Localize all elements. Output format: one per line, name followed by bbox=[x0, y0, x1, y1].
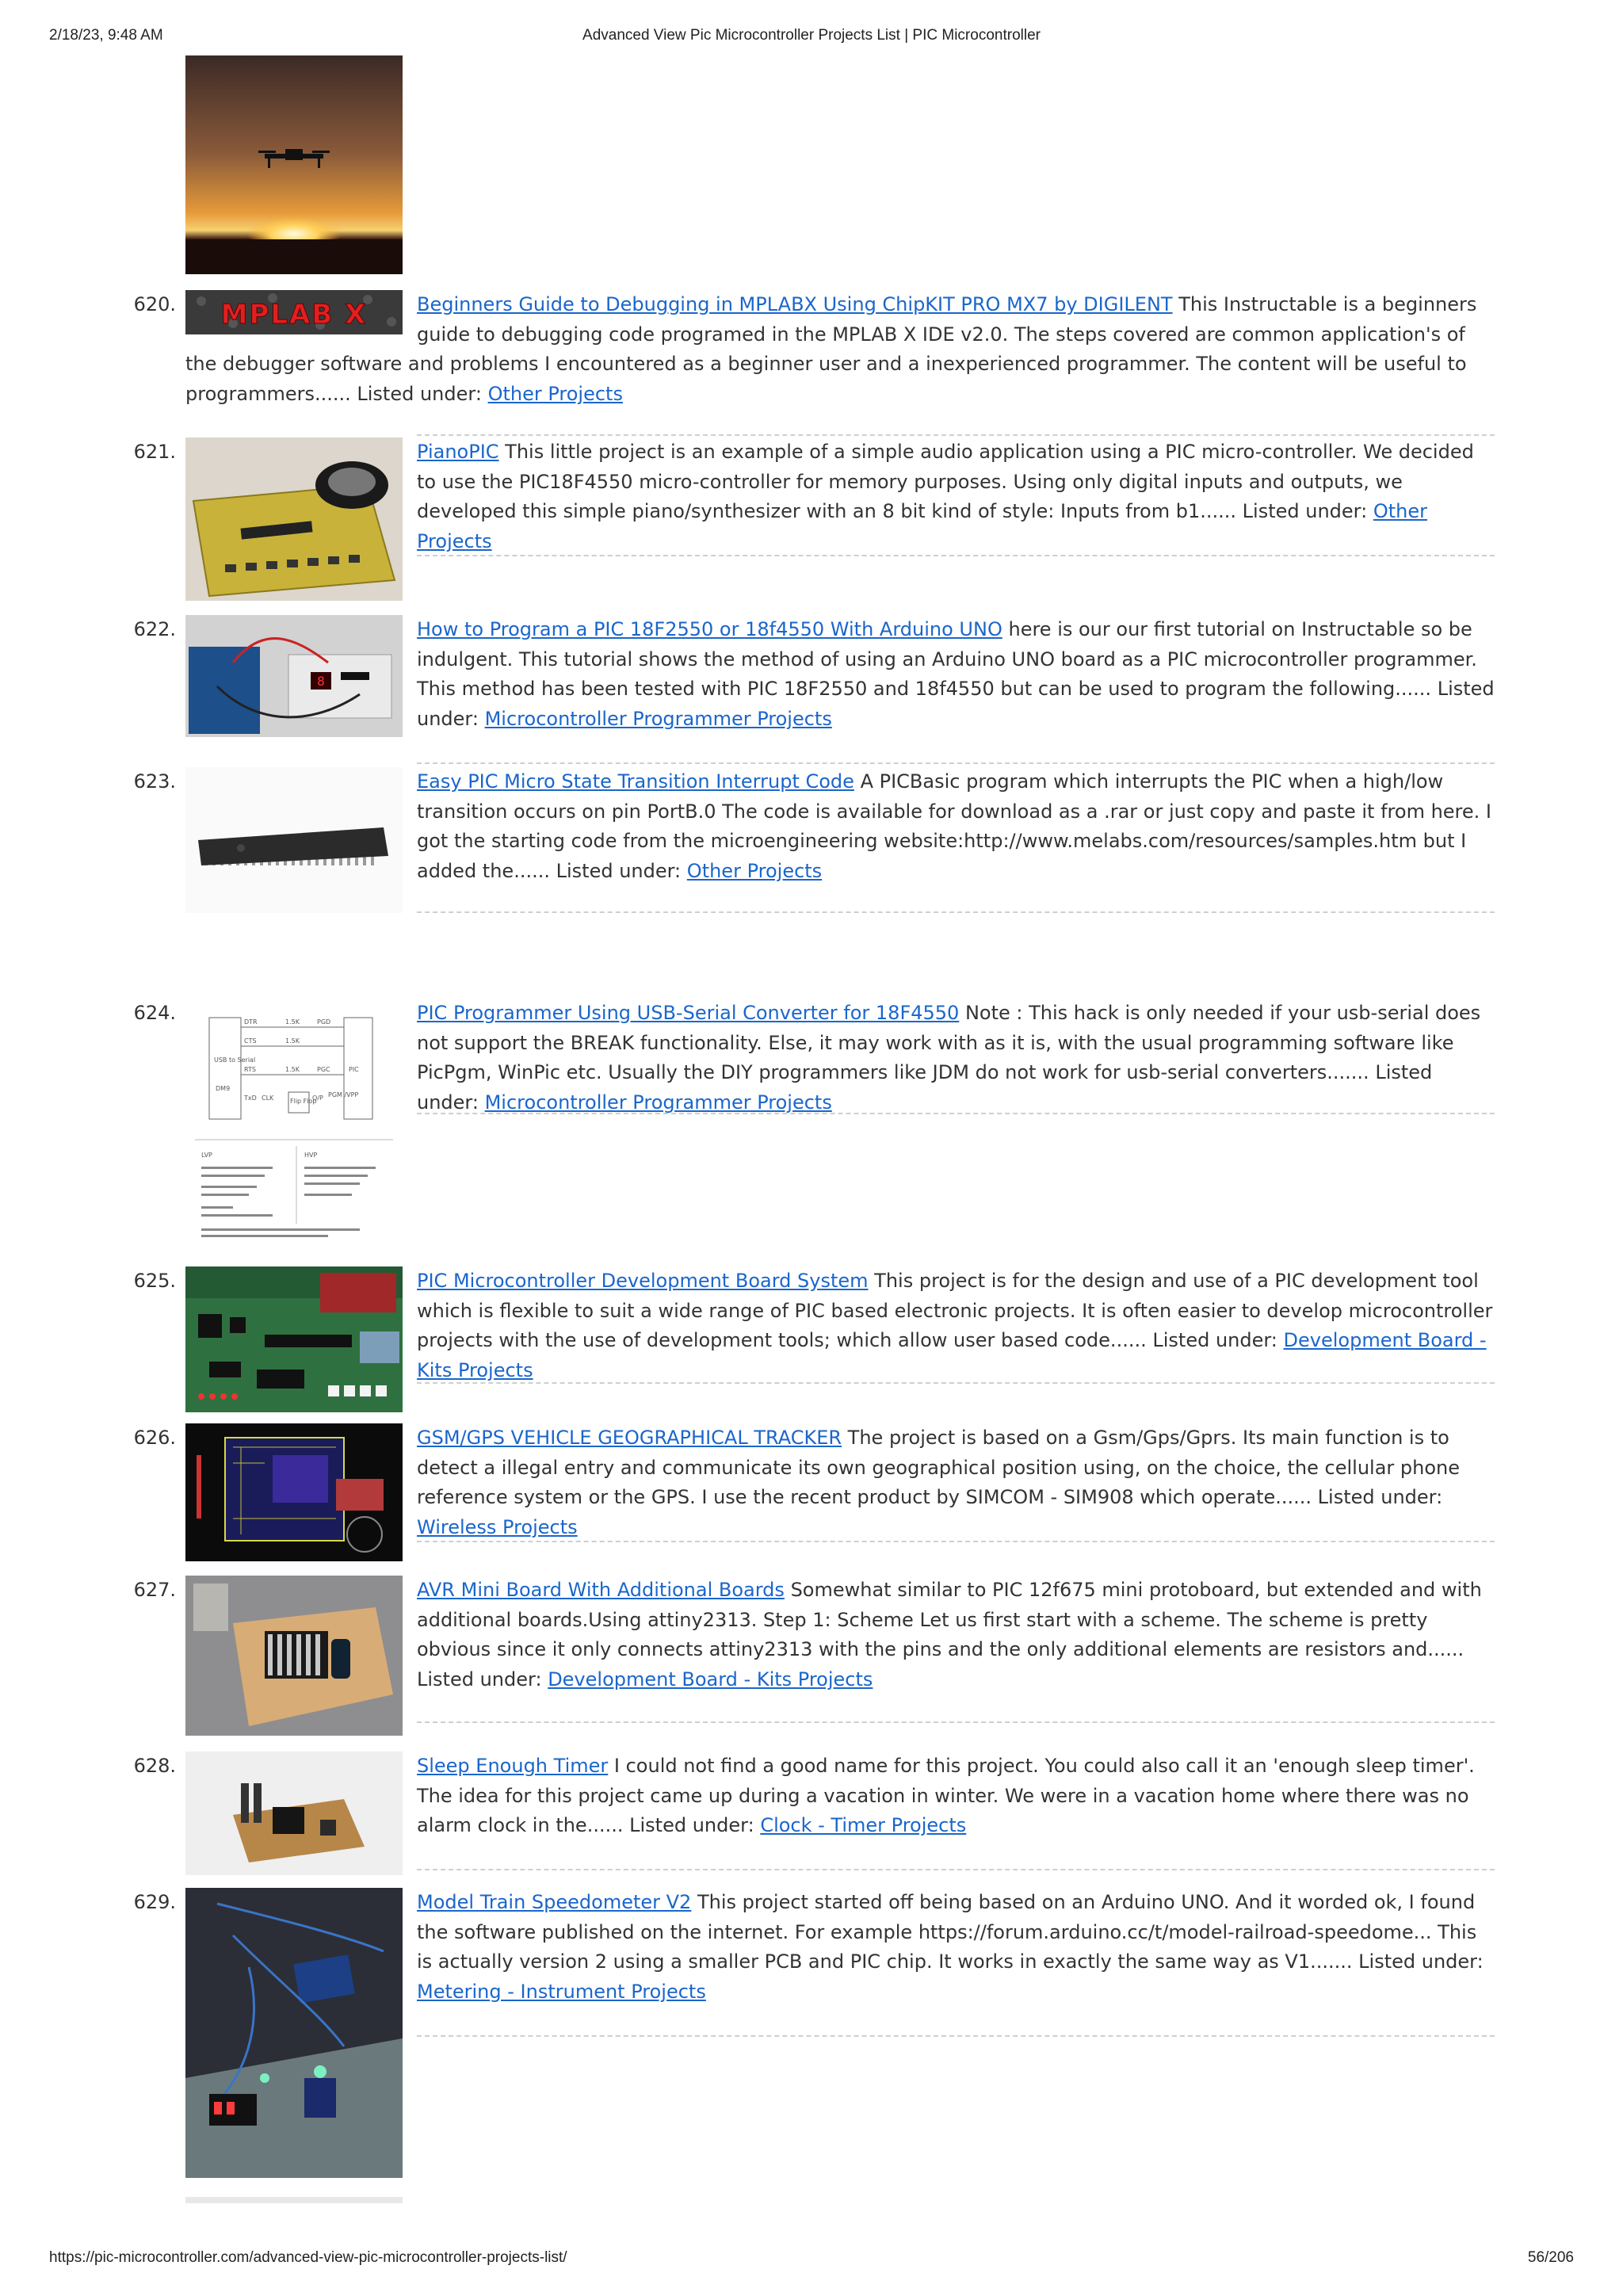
divider bbox=[417, 762, 1495, 764]
print-page-number: 56/206 bbox=[1527, 2249, 1574, 2266]
list-item bbox=[133, 767, 1495, 886]
divider bbox=[417, 1382, 1495, 1384]
svg-text:TxD: TxD bbox=[244, 1095, 257, 1102]
entry-title-link[interactable]: Sleep Enough Timer bbox=[417, 1755, 609, 1777]
category-link[interactable]: Other Projects bbox=[487, 382, 623, 405]
entry-description: A PICBasic program which interrupts the PIC when a high/low transition occurs on pin PortB.0 The code is available for download as a .rar or just copy and paste it from here. I got the starting code from the microengineering website:http://www.melabs.com/resources/samples.htm but I added the...... bbox=[417, 770, 1491, 882]
svg-text:PGC: PGC bbox=[317, 1066, 330, 1073]
print-url: https://pic-microcontroller.com/advanced-view-pic-microcontroller-projects-list/ bbox=[49, 2249, 567, 2266]
entry-text bbox=[185, 615, 1495, 734]
category-link[interactable]: Clock - Timer Projects bbox=[760, 1814, 967, 1836]
svg-text:Q/P: Q/P bbox=[312, 1095, 323, 1102]
list-item bbox=[133, 615, 1495, 734]
entry-title-link[interactable]: How to Program a PIC 18F2550 or 18f4550 With Arduino UNO bbox=[417, 618, 1002, 640]
category-link[interactable]: Metering - Instrument Projects bbox=[417, 1980, 706, 2003]
entry-description: here is our our first tutorial on Instructable so be indulgent. This tutorial shows the method of using an Arduino UNO board as a PIC microcontroller programmer. This method has been tested with PIC 18F2550 and 18f4550 but can be used to program the following...... bbox=[417, 618, 1477, 700]
entry-text bbox=[185, 1266, 1495, 1385]
entry-number: 622. bbox=[133, 618, 176, 640]
svg-text:Flip Flop: Flip Flop bbox=[290, 1098, 317, 1105]
entry-number: 621. bbox=[133, 441, 176, 463]
list-item bbox=[133, 437, 1495, 556]
entry-number: 623. bbox=[133, 770, 176, 793]
entry-description: I could not find a good name for this project. You could also call it an 'enough sleep timer'. The idea for this project came up during a vacation in winter. We were in a vacation home where there was no alarm clock in the...... bbox=[417, 1755, 1475, 1836]
svg-text:1.5K: 1.5K bbox=[285, 1066, 300, 1073]
entry-title-link[interactable]: PIC Programmer Using USB-Serial Converter for 18F4550 bbox=[417, 1002, 960, 1024]
entry-number: 620. bbox=[133, 293, 176, 315]
svg-text:PGM /VPP: PGM /VPP bbox=[328, 1091, 359, 1098]
svg-text:PGD: PGD bbox=[317, 1018, 331, 1026]
svg-text:HVP: HVP bbox=[304, 1152, 318, 1159]
svg-text:LVP: LVP bbox=[201, 1152, 212, 1159]
listed-under-label: Listed under: bbox=[556, 859, 682, 882]
list-item bbox=[133, 290, 1495, 409]
svg-text:CLK: CLK bbox=[262, 1095, 274, 1102]
listed-under-label: Listed under: bbox=[629, 1814, 754, 1836]
mplab-logo-text: MPLAB X bbox=[220, 299, 368, 330]
listed-under-label: Listed under: bbox=[417, 678, 1495, 730]
list-item bbox=[133, 1266, 1495, 1385]
drone-sunset-image bbox=[185, 55, 403, 274]
entry-title-link[interactable]: GSM/GPS VEHICLE GEOGRAPHICAL TRACKER bbox=[417, 1427, 842, 1449]
list-item bbox=[133, 1576, 1495, 1694]
entry-text bbox=[185, 767, 1495, 886]
entry-title-link[interactable]: Model Train Speedometer V2 bbox=[417, 1891, 692, 1913]
divider bbox=[417, 1113, 1495, 1114]
svg-text:1.5K: 1.5K bbox=[285, 1018, 300, 1026]
entry-description: This Instructable is a beginners guide to debugging code programed in the MPLAB X IDE v2.0. The steps covered are common application's of the debugger software and problems I encountered as a beginner user and a inexperienced programmer. The content will be useful to programmers...... bbox=[185, 293, 1477, 405]
list-item bbox=[133, 999, 1495, 1117]
category-link[interactable]: Development Board - Kits Projects bbox=[417, 1329, 1487, 1381]
entry-number: 627. bbox=[133, 1579, 176, 1601]
entry-description: This project started off being based on an Arduino UNO. And it worded ok, I found the software published on the internet. For example https://forum.arduino.cc/t/model-railroad-speedome... This is actually version 2 using a smaller PCB and PIC chip. It works in exactly the same way as V1....... bbox=[417, 1891, 1477, 1973]
divider bbox=[417, 555, 1495, 556]
listed-under-label: Listed under: bbox=[1152, 1329, 1277, 1351]
entry-title-link[interactable]: PIC Microcontroller Development Board System bbox=[417, 1270, 869, 1292]
svg-text:PIC: PIC bbox=[349, 1066, 359, 1073]
category-link[interactable]: Other Projects bbox=[686, 859, 823, 882]
divider bbox=[417, 434, 1495, 436]
svg-text:DTR: DTR bbox=[244, 1018, 258, 1026]
list-item bbox=[133, 1752, 1495, 1847]
divider bbox=[417, 2035, 1495, 2037]
print-datetime: 2/18/23, 9:48 AM bbox=[49, 27, 163, 44]
category-link[interactable]: Other Projects bbox=[417, 500, 1427, 552]
divider bbox=[417, 1721, 1495, 1723]
category-link[interactable]: Microcontroller Programmer Projects bbox=[484, 1091, 832, 1114]
entry-text bbox=[185, 1752, 1495, 1841]
entry-title-link[interactable]: PianoPIC bbox=[417, 441, 499, 463]
entry-description: This project is for the design and use of a PIC development tool which is flexible to suit a wide range of PIC based electronic projects. It is often easier to develop microcontroller projects with the use of development tools; which allow user based code...... bbox=[417, 1270, 1493, 1351]
divider bbox=[417, 1869, 1495, 1870]
listed-under-label: Listed under: bbox=[417, 1668, 542, 1690]
entry-title-link[interactable]: Easy PIC Micro State Transition Interrupt Code bbox=[417, 770, 854, 793]
divider bbox=[417, 911, 1495, 913]
svg-text:RTS: RTS bbox=[244, 1066, 256, 1073]
entry-text bbox=[185, 1423, 1495, 1542]
category-link[interactable]: Development Board - Kits Projects bbox=[548, 1668, 873, 1690]
listed-under-label: Listed under: bbox=[417, 1061, 1433, 1114]
category-link[interactable]: Microcontroller Programmer Projects bbox=[484, 707, 832, 730]
entry-number: 626. bbox=[133, 1427, 176, 1449]
entry-number: 628. bbox=[133, 1755, 176, 1777]
svg-text:8: 8 bbox=[317, 674, 325, 689]
entry-number: 625. bbox=[133, 1270, 176, 1292]
entry-description: Note : This hack is only needed if your usb-serial does not support the BREAK functionality. Else, it may work with as it is, with the usual programming software like PicPgm, WinPic etc. Usually the DIY programmers like JDM do not work for usb-serial converters....... bbox=[417, 1002, 1481, 1083]
entry-description: This little project is an example of a simple audio application using a PIC micro-controller. We decided to use the PIC18F4550 micro-controller for memory purposes. Using only digital inputs and outputs, we developed this simple piano/synthesizer with an 8 bit kind of style: Inputs from b1...... bbox=[417, 441, 1474, 522]
entry-description: Somewhat similar to PIC 12f675 mini protoboard, but extended and with additional boards.Using attiny2313. Step 1: Scheme Let us first start with a scheme. The scheme is pretty obvious since it only connects attiny2313 with the pins and the only additional elements are resistors and...... bbox=[417, 1579, 1482, 1660]
divider bbox=[417, 1541, 1495, 1542]
category-link[interactable]: Wireless Projects bbox=[417, 1515, 578, 1538]
next-entry-image bbox=[185, 2197, 403, 2203]
entry-title-link[interactable]: Beginners Guide to Debugging in MPLABX Using ChipKIT PRO MX7 by DIGILENT bbox=[417, 293, 1173, 315]
svg-text:1.5K: 1.5K bbox=[285, 1037, 300, 1045]
svg-text:USB to Serial: USB to Serial bbox=[214, 1056, 256, 1064]
entry-text bbox=[185, 1576, 1495, 1694]
print-page-title: Advanced View Pic Microcontroller Projects List | PIC Microcontroller bbox=[582, 27, 1041, 44]
entry-text bbox=[185, 290, 1495, 409]
entry-text bbox=[185, 1888, 1495, 2007]
entry-text bbox=[185, 437, 1495, 556]
entry-text bbox=[185, 999, 1495, 1117]
entry-description: The project is based on a Gsm/Gps/Gprs. Its main function is to detect a illegal entry and communicate its own geographical position using, on the choice, the cellular phone reference system or the GPS. I use the recent product by SIMCOM - SIM908 which operate...... bbox=[417, 1427, 1461, 1508]
listed-under-label: Listed under: bbox=[1242, 500, 1368, 522]
list-item bbox=[133, 1888, 1495, 2007]
listed-under-label: Listed under: bbox=[1317, 1486, 1443, 1508]
entry-number: 629. bbox=[133, 1891, 176, 1913]
svg-text:DM9: DM9 bbox=[216, 1085, 231, 1092]
svg-text:CTS: CTS bbox=[244, 1037, 257, 1045]
listed-under-label: Listed under: bbox=[357, 382, 482, 405]
listed-under-label: Listed under: bbox=[1358, 1950, 1484, 1973]
list-item bbox=[133, 1423, 1495, 1542]
entry-title-link[interactable]: AVR Mini Board With Additional Boards bbox=[417, 1579, 785, 1601]
entry-number: 624. bbox=[133, 1002, 176, 1024]
